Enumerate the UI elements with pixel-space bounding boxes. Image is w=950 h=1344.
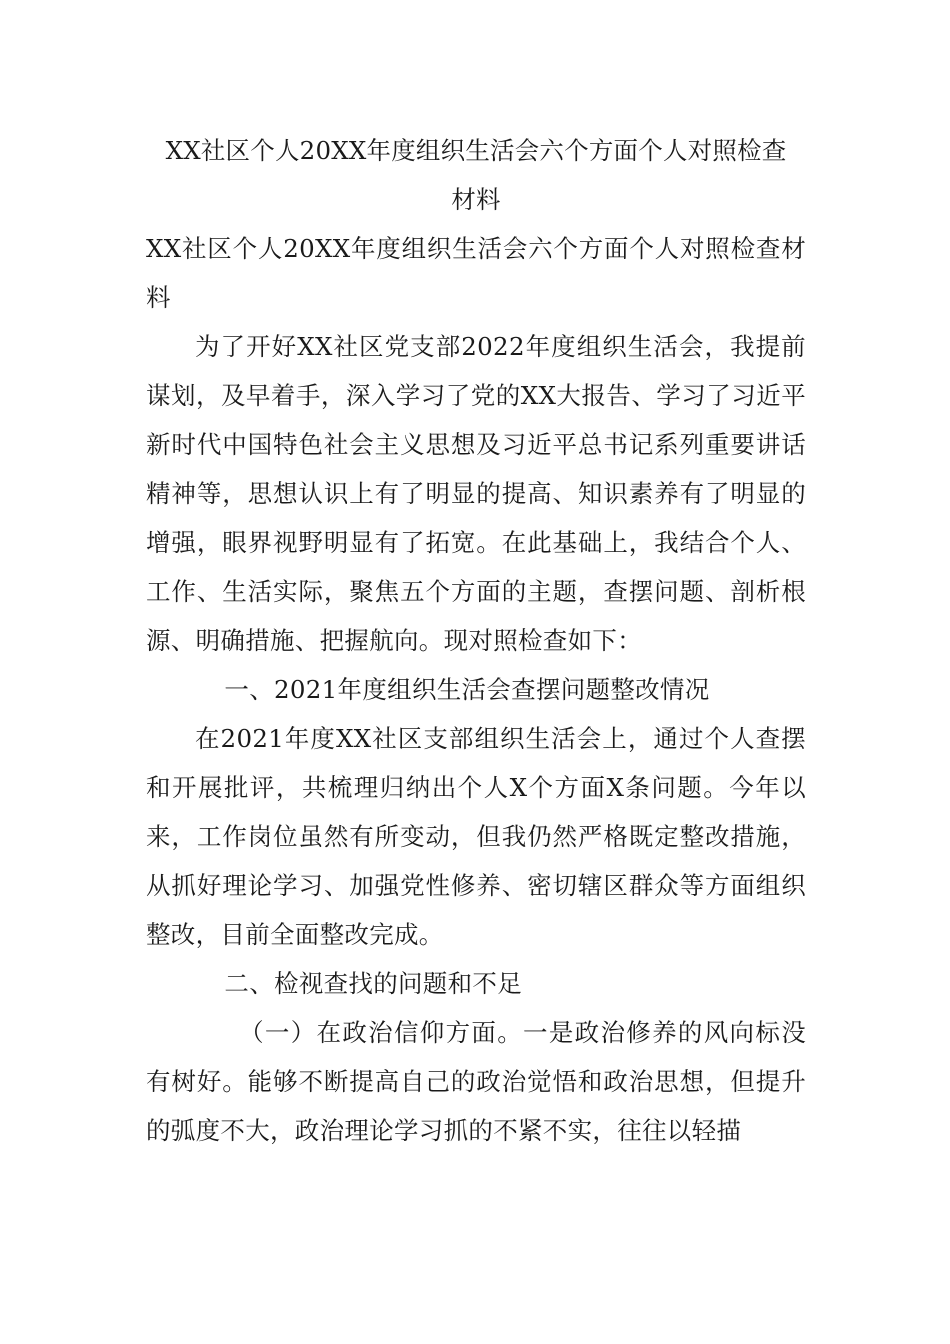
document-repeat-title: XX社区个人20XX年度组织生活会六个方面个人对照检查材料: [146, 234, 806, 312]
document-title: [146, 126, 806, 224]
document-title-line1: XX社区个人20XX年度组织生活会六个方面个人对照检查: [165, 136, 787, 165]
paragraph-political-belief: （一）在政治信仰方面。一是政治修养的风向标没有树好。能够不断提高自己的政治觉悟和政治思想，但提升的弧度不大，政治理论学习抓的不紧不实，往往以轻描: [146, 1018, 806, 1145]
paragraph-intro: 为了开好XX社区党支部2022年度组织生活会，我提前谋划，及早着手，深入学习了党的XX大报告、学习了习近平新时代中国特色社会主义思想及习近平总书记系列重要讲话精神等，思想认识上有了明显的提高、知识素养有了明显的增强，眼界视野明显有了拓宽。在此基础上，我结合个人、工作、生活实际，聚焦五个方面的主题，查摆问题、剖析根源、明确措施、把握航向。现对照检查如下：: [146, 332, 806, 655]
section-heading-1: 一、2021年度组织生活会查摆问题整改情况: [224, 675, 710, 704]
section-heading-2: 二、检视查找的问题和不足: [224, 969, 522, 998]
document-title-line2: 材料: [451, 185, 501, 214]
document-body: [146, 126, 806, 1155]
paragraph-section-1: 在2021年度XX社区支部组织生活会上，通过个人查摆和开展批评，共梳理归纳出个人X个方面X条问题。今年以来，工作岗位虽然有所变动，但我仍然严格既定整改措施，从抓好理论学习、加强党性修养、密切辖区群众等方面组织整改，目前全面整改完成。: [146, 724, 806, 949]
